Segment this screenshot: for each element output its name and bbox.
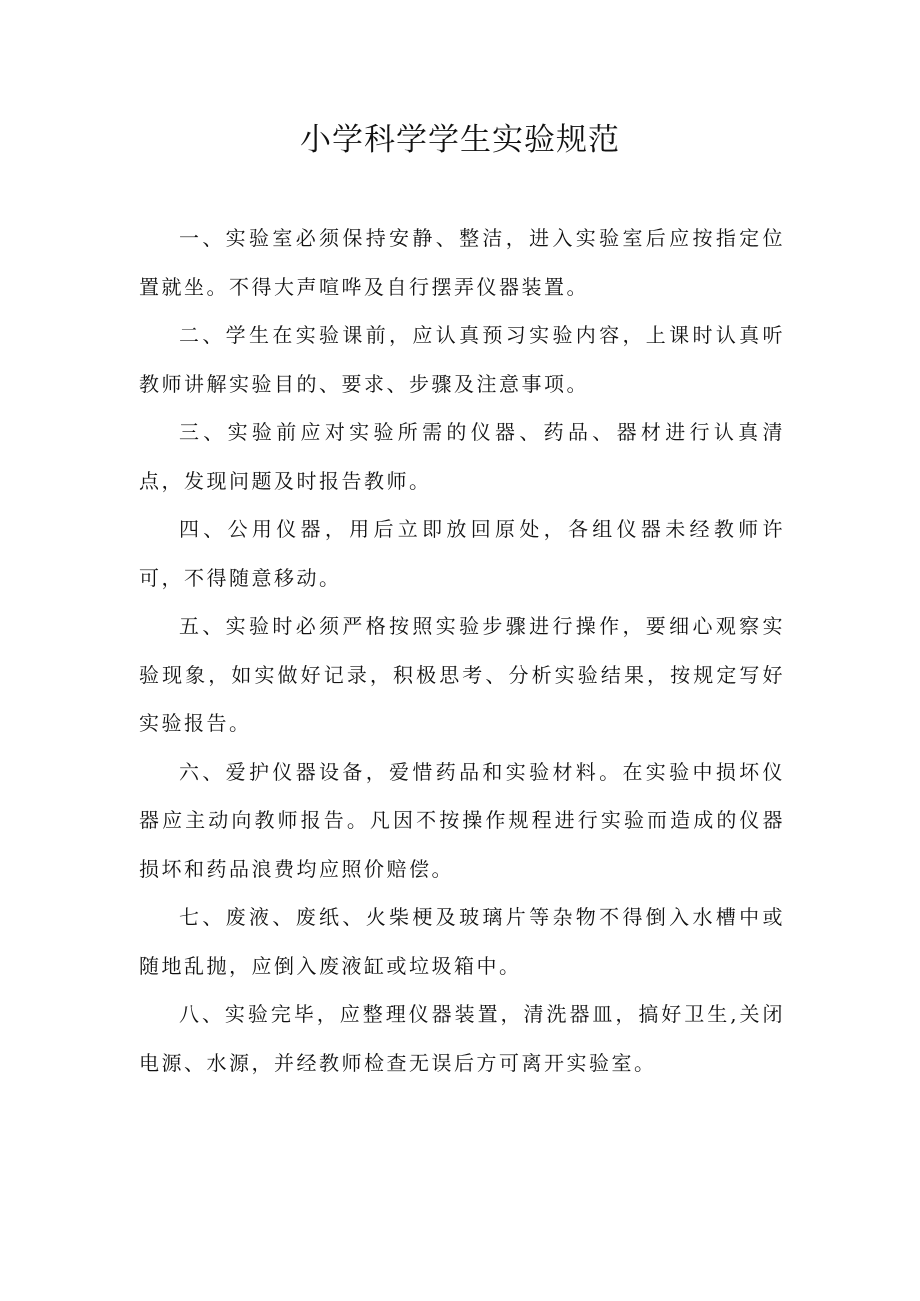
rules-body xyxy=(139,214,785,1087)
rule-paragraph-7: 七、废液、废纸、火柴梗及玻璃片等杂物不得倒入水槽中或随地乱抛，应倒入废液缸或垃圾箱中。 xyxy=(139,905,785,978)
rule-paragraph-4: 四、公用仪器，用后立即放回原处，各组仪器未经教师许可，不得随意移动。 xyxy=(139,517,785,590)
rule-paragraph-5: 五、实验时必须严格按照实验步骤进行操作，要细心观察实验现象，如实做好记录，积极思考、分析实验结果，按规定写好实验报告。 xyxy=(139,614,785,735)
page-title: 小学科学学生实验规范 xyxy=(300,122,620,158)
rule-paragraph-6: 六、爱护仪器设备，爱惜药品和实验材料。在实验中损坏仪器应主动向教师报告。凡因不按操作规程进行实验而造成的仪器损坏和药品浪费均应照价赔偿。 xyxy=(139,759,785,881)
rule-paragraph-8: 八、实验完毕，应整理仪器装置，清洗器皿，搞好卫生,关闭电源、水源，并经教师检查无误后方可离开实验室。 xyxy=(139,1002,785,1075)
rule-paragraph-1: 一、实验室必须保持安静、整洁，进入实验室后应按指定位置就坐。不得大声喧哗及自行摆弄仪器装置。 xyxy=(139,226,785,299)
rule-paragraph-2: 二、学生在实验课前，应认真预习实验内容，上课时认真听教师讲解实验目的、要求、步骤及注意事项。 xyxy=(139,323,785,396)
rule-paragraph-3: 三、实验前应对实验所需的仪器、药品、器材进行认真清点，发现问题及时报告教师。 xyxy=(139,420,785,493)
